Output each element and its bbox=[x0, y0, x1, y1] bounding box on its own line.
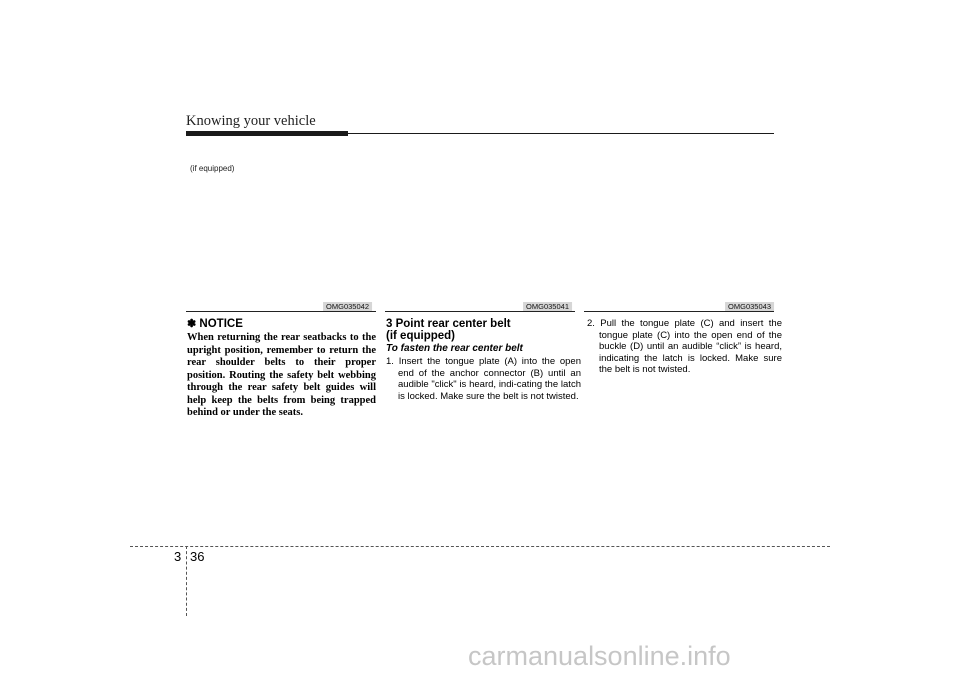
fasten-subheading: To fasten the rear center belt bbox=[386, 343, 523, 354]
footer-dashed-rule bbox=[130, 546, 830, 547]
notice-heading-text: NOTICE bbox=[199, 318, 243, 330]
page-number: 36 bbox=[190, 549, 205, 564]
if-equipped-tag: (if equipped) bbox=[190, 164, 235, 173]
notice-heading bbox=[187, 318, 243, 331]
middle-figure-rule bbox=[385, 311, 575, 312]
step-2: 2. Pull the tongue plate (C) and insert the tongue plate (C) into the open end of the buckle (D) until an audible “click” is heard, indicating the latch is locked. Make sure the belt is not twisted. bbox=[587, 318, 782, 375]
section-heading-line2: (if equipped) bbox=[386, 330, 455, 342]
header-title: Knowing your vehicle bbox=[186, 113, 316, 129]
middle-image-code: OMG035041 bbox=[523, 302, 572, 311]
chapter-number: 3 bbox=[174, 549, 182, 564]
left-figure-rule bbox=[186, 311, 376, 312]
header-bar-thin bbox=[348, 133, 774, 134]
left-image-code: OMG035042 bbox=[323, 302, 372, 311]
section-heading-line1: 3 Point rear center belt bbox=[386, 318, 511, 330]
step-1: 1. Insert the tongue plate (A) into the open end of the anchor connector (B) until an audible "click" is heard, indi-cating the latch is locked. Make sure the belt is not twisted. bbox=[386, 356, 581, 402]
header-bar-thick bbox=[186, 131, 348, 136]
right-image-code: OMG035043 bbox=[725, 302, 774, 311]
watermark: carmanualsonline.info bbox=[468, 641, 731, 671]
right-figure-rule bbox=[584, 311, 774, 312]
footer-dashed-vertical bbox=[186, 546, 187, 616]
section-heading bbox=[386, 318, 576, 342]
notice-body: When returning the rear seatbacks to the upright position, remember to return the rear shoulder belts to their proper position. Routing the safety belt webbing through the rear safety belt guides will help keep the belts from being trapped behind or under the seats. bbox=[187, 332, 376, 418]
notice-star-icon: ✽ bbox=[187, 318, 197, 330]
